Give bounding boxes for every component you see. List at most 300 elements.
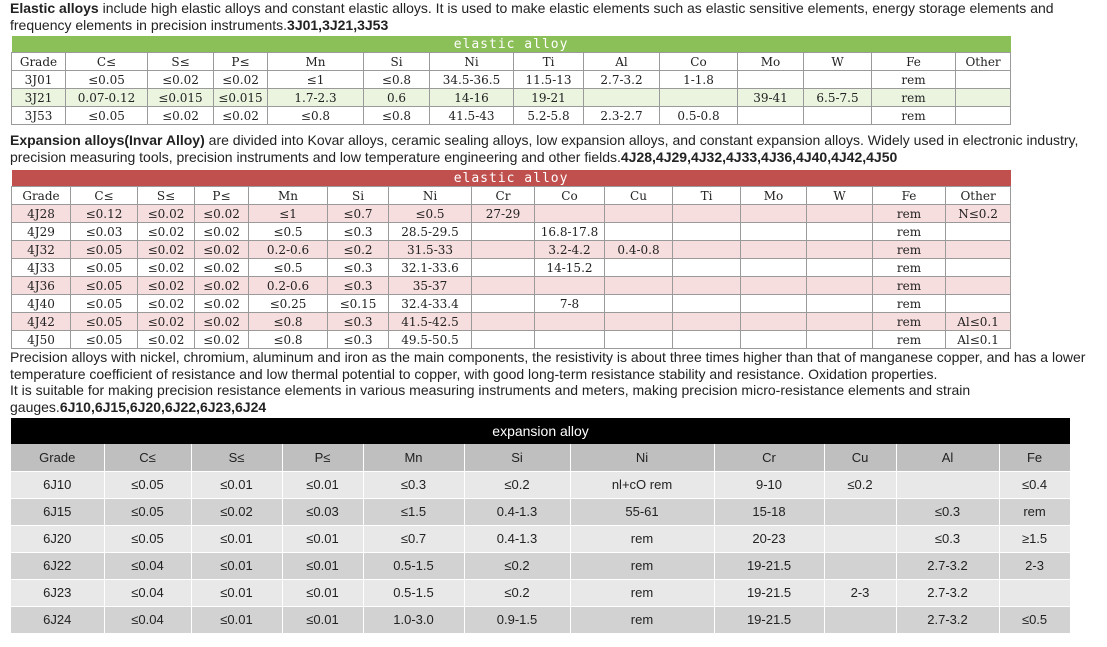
table-cell: ≤0.05 — [71, 331, 138, 349]
table-cell — [807, 313, 873, 331]
table-cell: ≤0.7 — [328, 205, 389, 223]
table-cell: ≤0.2 — [824, 471, 896, 498]
table-cell: ≤0.8 — [364, 71, 430, 89]
table-cell — [472, 259, 535, 277]
table-cell: rem — [873, 241, 946, 259]
table-cell: 49.5-50.5 — [389, 331, 472, 349]
table-cell — [673, 223, 741, 241]
table-cell: ≤0.015 — [148, 89, 214, 107]
table-cell: ≤0.01 — [282, 579, 363, 606]
column-header: C≤ — [71, 187, 138, 205]
table-row — [12, 241, 1011, 259]
table-cell: 19-21.5 — [714, 552, 824, 579]
table-cell: 27-29 — [472, 205, 535, 223]
table-cell: 14-15.2 — [535, 259, 605, 277]
table-cell — [472, 277, 535, 295]
table-cell — [535, 205, 605, 223]
table-cell — [535, 313, 605, 331]
table-cell — [741, 331, 807, 349]
table-cell: ≤0.3 — [363, 471, 464, 498]
table-cell — [673, 331, 741, 349]
table-cell: ≤0.3 — [896, 498, 999, 525]
table-cell — [472, 295, 535, 313]
table-row — [12, 331, 1011, 349]
column-header: Ni — [430, 53, 514, 71]
table-cell — [999, 579, 1070, 606]
column-header: P≤ — [214, 53, 268, 71]
table-cell: ≤0.015 — [214, 89, 268, 107]
table-cell: 19-21 — [514, 89, 584, 107]
table-cell: 0.4-1.3 — [464, 498, 570, 525]
column-header: Fe — [999, 444, 1070, 471]
table-cell: rem — [873, 223, 946, 241]
table-cell: 7-8 — [535, 295, 605, 313]
column-header: Mn — [363, 444, 464, 471]
table-cell: 2.7-3.2 — [584, 71, 660, 89]
table-cell: 31.5-33 — [389, 241, 472, 259]
expansion-alloys-intro — [10, 132, 1105, 165]
table-header-row — [12, 187, 1011, 205]
table-cell: 6.5-7.5 — [804, 89, 872, 107]
table-cell — [946, 295, 1011, 313]
table-cell — [741, 313, 807, 331]
table-cell — [807, 331, 873, 349]
column-header: Al — [896, 444, 999, 471]
column-header: Ti — [514, 53, 584, 71]
grade-cell: 4J28 — [12, 205, 71, 223]
table-row — [12, 259, 1011, 277]
column-header: Mo — [738, 53, 804, 71]
column-header: Grade — [12, 187, 71, 205]
table-cell: ≤0.05 — [104, 525, 191, 552]
table-cell: rem — [873, 259, 946, 277]
table-cell: 41.5-42.5 — [389, 313, 472, 331]
table-cell: ≤0.04 — [104, 606, 191, 633]
table-row — [12, 107, 1011, 125]
table-cell — [535, 277, 605, 295]
table-cell — [741, 259, 807, 277]
table-cell: ≤0.4 — [999, 471, 1070, 498]
table-cell: rem — [873, 313, 946, 331]
table-cell: rem — [873, 295, 946, 313]
table-cell — [741, 277, 807, 295]
table-cell: ≤0.15 — [328, 295, 389, 313]
table-cell — [741, 205, 807, 223]
column-header: Fe — [873, 187, 946, 205]
table-cell — [535, 331, 605, 349]
table-cell — [807, 295, 873, 313]
table-cell: 35-37 — [389, 277, 472, 295]
intro-text: include high elastic alloys and constant elastic alloys. It is used to make elastic elements such as elastic sensitive elements, energy storage elements and frequency elements in precision instruments. — [10, 0, 1054, 33]
table-cell: ≤0.02 — [195, 277, 249, 295]
table-cell — [584, 89, 660, 107]
table-cell: 0.5-1.5 — [363, 552, 464, 579]
table3-title: expansion alloy — [11, 418, 1070, 444]
table-cell: 0.2-0.6 — [249, 241, 328, 259]
table-cell: rem — [873, 205, 946, 223]
table-cell — [824, 498, 896, 525]
column-header: Cr — [472, 187, 535, 205]
table-cell: ≤0.04 — [104, 579, 191, 606]
table-cell: rem — [570, 552, 714, 579]
table-cell: 15-18 — [714, 498, 824, 525]
table-cell — [956, 89, 1011, 107]
table-cell: ≤0.05 — [71, 241, 138, 259]
column-header: Other — [956, 53, 1011, 71]
table-cell — [738, 107, 804, 125]
table-cell: ≤0.02 — [214, 107, 268, 125]
table-cell: ≤0.03 — [282, 498, 363, 525]
table2-title: elastic alloy — [12, 170, 1011, 187]
table-cell — [673, 295, 741, 313]
grade-cell: 4J32 — [12, 241, 71, 259]
intro-bold-lead: Elastic alloys — [10, 0, 99, 16]
precision-alloys-intro — [10, 349, 1105, 415]
table-cell: ≤0.01 — [191, 552, 282, 579]
expansion-alloy-table — [11, 170, 1011, 349]
table-cell: nl+cO rem — [570, 471, 714, 498]
elastic-alloy-table — [11, 36, 1011, 125]
grade-cell: 6J20 — [11, 525, 104, 552]
table-cell: 34.5-36.5 — [430, 71, 514, 89]
table-cell: 55-61 — [570, 498, 714, 525]
table-cell: ≤0.12 — [71, 205, 138, 223]
table-cell: ≤0.02 — [195, 295, 249, 313]
table-cell — [741, 223, 807, 241]
table1-title: elastic alloy — [12, 36, 1011, 53]
column-header: W — [807, 187, 873, 205]
column-header: P≤ — [282, 444, 363, 471]
table-cell: Al≤0.1 — [946, 331, 1011, 349]
table-cell: ≤0.05 — [66, 71, 148, 89]
column-header: Grade — [12, 53, 66, 71]
table-row — [11, 552, 1070, 579]
table-cell: ≤0.01 — [282, 606, 363, 633]
table-cell — [741, 295, 807, 313]
table-cell: ≤0.02 — [138, 205, 195, 223]
table-cell: ≤0.02 — [138, 313, 195, 331]
table-cell: ≤0.05 — [71, 277, 138, 295]
table-cell: ≤0.2 — [464, 579, 570, 606]
table-cell: ≤0.02 — [138, 277, 195, 295]
table-cell: ≤0.8 — [249, 331, 328, 349]
table-cell: ≤0.01 — [282, 552, 363, 579]
table-cell: ≤0.05 — [66, 107, 148, 125]
table-cell: 32.4-33.4 — [389, 295, 472, 313]
table-cell — [807, 223, 873, 241]
table-cell — [605, 313, 673, 331]
table-cell: 39-41 — [738, 89, 804, 107]
table-cell: 2.7-3.2 — [896, 552, 999, 579]
grade-cell: 6J23 — [11, 579, 104, 606]
table-cell: 0.4-0.8 — [605, 241, 673, 259]
grade-cell: 4J29 — [12, 223, 71, 241]
table-row — [12, 89, 1011, 107]
table-cell: 19-21.5 — [714, 579, 824, 606]
column-header: Ni — [389, 187, 472, 205]
table-cell: ≤1.5 — [363, 498, 464, 525]
table-cell — [605, 277, 673, 295]
table-cell — [946, 223, 1011, 241]
table-cell — [807, 259, 873, 277]
table-cell — [673, 259, 741, 277]
table-cell: ≤0.05 — [71, 259, 138, 277]
table-cell: ≤0.7 — [363, 525, 464, 552]
grade-cell: 6J15 — [11, 498, 104, 525]
table-cell — [673, 241, 741, 259]
intro-grades: 3J01,3J21,3J53 — [287, 16, 389, 33]
table-cell: ≤1 — [249, 205, 328, 223]
table-cell: ≤0.25 — [249, 295, 328, 313]
table-cell: 1.0-3.0 — [363, 606, 464, 633]
table-cell — [738, 71, 804, 89]
column-header: Si — [464, 444, 570, 471]
table-cell — [673, 205, 741, 223]
column-header: Cu — [824, 444, 896, 471]
table-cell: ≤0.5 — [389, 205, 472, 223]
table-cell — [956, 71, 1011, 89]
table-cell: ≤0.02 — [138, 331, 195, 349]
table-row — [12, 277, 1011, 295]
table-cell: ≤0.01 — [191, 606, 282, 633]
table-cell — [946, 241, 1011, 259]
table-cell: ≤0.8 — [249, 313, 328, 331]
table-cell — [605, 331, 673, 349]
table-cell — [946, 259, 1011, 277]
table-cell: 1-1.8 — [660, 71, 738, 89]
table-cell: ≤0.01 — [191, 471, 282, 498]
column-header: Mn — [268, 53, 364, 71]
table-header-row — [11, 444, 1070, 471]
table-row — [12, 71, 1011, 89]
column-header: Si — [328, 187, 389, 205]
table-cell — [896, 471, 999, 498]
table-cell — [741, 241, 807, 259]
table-cell: ≤0.8 — [268, 107, 364, 125]
table-cell: Al≤0.1 — [946, 313, 1011, 331]
table-row — [12, 205, 1011, 223]
table-cell: ≤0.02 — [195, 241, 249, 259]
table-cell — [673, 313, 741, 331]
column-header: S≤ — [191, 444, 282, 471]
table-cell: ≤0.2 — [464, 552, 570, 579]
table-cell: N≤0.2 — [946, 205, 1011, 223]
table-cell — [605, 295, 673, 313]
table-cell: rem — [872, 107, 956, 125]
table-cell — [804, 107, 872, 125]
column-header: Ti — [673, 187, 741, 205]
table-cell — [956, 107, 1011, 125]
table-cell — [807, 205, 873, 223]
table-cell: ≤0.02 — [195, 205, 249, 223]
table-cell: ≤0.5 — [249, 223, 328, 241]
table-cell: ≤0.02 — [195, 331, 249, 349]
table-cell: ≤0.3 — [328, 313, 389, 331]
table-cell — [605, 205, 673, 223]
column-header: Cr — [714, 444, 824, 471]
grade-cell: 6J22 — [11, 552, 104, 579]
table-cell: ≤0.02 — [191, 498, 282, 525]
table-row — [11, 471, 1070, 498]
table-cell: rem — [872, 71, 956, 89]
precision-text-1: Precision alloys with nickel, chromium, aluminum and iron as the main components, the resistivity is about three times higher than that of manganese copper, and has a lower temperature coefficient of resistance and low thermal potential to copper, with good long-term resistance stability and resistance. Oxidation properties. — [10, 349, 1086, 382]
table-cell: ≤0.03 — [71, 223, 138, 241]
column-header: S≤ — [138, 187, 195, 205]
column-header: Other — [946, 187, 1011, 205]
table-cell: 3.2-4.2 — [535, 241, 605, 259]
table-cell — [824, 552, 896, 579]
table-cell: 0.6 — [364, 89, 430, 107]
grade-cell: 3J53 — [12, 107, 66, 125]
table-cell: ≤0.3 — [328, 331, 389, 349]
grade-cell: 3J01 — [12, 71, 66, 89]
table-cell: ≤0.02 — [195, 259, 249, 277]
table-cell: ≤0.05 — [104, 498, 191, 525]
table-cell: ≤0.05 — [71, 313, 138, 331]
table-cell — [946, 277, 1011, 295]
column-header: C≤ — [104, 444, 191, 471]
table-cell: ≥1.5 — [999, 525, 1070, 552]
table-cell — [824, 525, 896, 552]
table-cell: 0.07-0.12 — [66, 89, 148, 107]
table-cell: 0.5-0.8 — [660, 107, 738, 125]
table-cell: 5.2-5.8 — [514, 107, 584, 125]
table-cell — [673, 277, 741, 295]
precision-text-2: It is suitable for making precision resistance elements in various measuring instruments and meters, making precision micro-resistance elements and strain gauges. — [10, 382, 971, 415]
table-cell: 0.5-1.5 — [363, 579, 464, 606]
table-row — [12, 313, 1011, 331]
column-header: C≤ — [66, 53, 148, 71]
table-row — [11, 579, 1070, 606]
table-cell: ≤0.02 — [138, 241, 195, 259]
table-cell: ≤0.01 — [282, 471, 363, 498]
table-cell: ≤0.05 — [71, 295, 138, 313]
table-cell — [804, 71, 872, 89]
table-cell: 9-10 — [714, 471, 824, 498]
table-cell: 2.7-3.2 — [896, 606, 999, 633]
table-header-row — [12, 53, 1011, 71]
table-cell: rem — [873, 277, 946, 295]
table-cell — [472, 331, 535, 349]
table-cell: ≤0.02 — [214, 71, 268, 89]
table-cell: rem — [570, 606, 714, 633]
table-cell: ≤0.3 — [328, 223, 389, 241]
table-row — [11, 525, 1070, 552]
column-header: W — [804, 53, 872, 71]
column-header: Ni — [570, 444, 714, 471]
table-cell: 11.5-13 — [514, 71, 584, 89]
grade-cell: 4J42 — [12, 313, 71, 331]
table-cell: ≤0.3 — [328, 277, 389, 295]
table-cell: ≤0.04 — [104, 552, 191, 579]
table-row — [12, 223, 1011, 241]
column-header: S≤ — [148, 53, 214, 71]
column-header: Al — [584, 53, 660, 71]
table-cell — [660, 89, 738, 107]
table-cell: 0.4-1.3 — [464, 525, 570, 552]
table-row — [12, 295, 1011, 313]
table-cell: 28.5-29.5 — [389, 223, 472, 241]
table-cell: ≤0.01 — [191, 525, 282, 552]
table-cell: ≤0.5 — [249, 259, 328, 277]
expansion-bold-lead: Expansion alloys(Invar Alloy) — [10, 132, 205, 148]
table-cell: 2.7-3.2 — [896, 579, 999, 606]
table-cell: ≤0.02 — [138, 223, 195, 241]
grade-cell: 4J33 — [12, 259, 71, 277]
table-cell: ≤0.02 — [148, 71, 214, 89]
table-cell — [472, 223, 535, 241]
elastic-alloys-intro — [10, 0, 1105, 33]
table-cell: 2.3-2.7 — [584, 107, 660, 125]
table-cell: 2-3 — [824, 579, 896, 606]
table-row — [11, 498, 1070, 525]
column-header: Co — [535, 187, 605, 205]
table-cell: ≤0.02 — [195, 223, 249, 241]
table-cell: ≤0.8 — [364, 107, 430, 125]
table-cell: 0.9-1.5 — [464, 606, 570, 633]
resistance-alloy-table — [11, 418, 1071, 634]
table-cell: 41.5-43 — [430, 107, 514, 125]
table-cell: ≤0.2 — [464, 471, 570, 498]
table-row — [11, 606, 1070, 633]
table-cell: ≤0.01 — [191, 579, 282, 606]
table-cell: ≤0.5 — [999, 606, 1070, 633]
table-cell: 2-3 — [999, 552, 1070, 579]
column-header: Cu — [605, 187, 673, 205]
table-cell: rem — [999, 498, 1070, 525]
table-cell: rem — [570, 579, 714, 606]
grade-cell: 4J50 — [12, 331, 71, 349]
table-cell: ≤0.02 — [138, 259, 195, 277]
column-header: Grade — [11, 444, 104, 471]
table-cell: 20-23 — [714, 525, 824, 552]
column-header: P≤ — [195, 187, 249, 205]
table-cell: 19-21.5 — [714, 606, 824, 633]
table-cell — [472, 313, 535, 331]
precision-grades: 6J10,6J15,6J20,6J22,6J23,6J24 — [59, 398, 267, 415]
precision-text-2-wrap — [10, 382, 1105, 415]
table-cell: ≤0.05 — [104, 471, 191, 498]
grade-cell: 6J10 — [11, 471, 104, 498]
expansion-text: are divided into Kovar alloys, ceramic sealing alloys, low expansion alloys, and constant expansion alloys. Widely used in electronic industry, precision measuring tools, precision instruments and low temperature engineering and other fields. — [10, 132, 1079, 165]
table-cell: rem — [570, 525, 714, 552]
table-cell: rem — [872, 89, 956, 107]
table-cell: ≤0.02 — [195, 313, 249, 331]
table-cell — [807, 241, 873, 259]
table-cell — [605, 259, 673, 277]
table-cell — [472, 241, 535, 259]
table-cell: 1.7-2.3 — [268, 89, 364, 107]
table-cell: 32.1-33.6 — [389, 259, 472, 277]
grade-cell: 4J40 — [12, 295, 71, 313]
expansion-grades: 4J28,4J29,4J32,4J33,4J36,4J40,4J42,4J50 — [620, 148, 898, 165]
table-cell: 14-16 — [430, 89, 514, 107]
table-cell: ≤1 — [268, 71, 364, 89]
table-cell: ≤0.01 — [282, 525, 363, 552]
table-cell: ≤0.02 — [138, 295, 195, 313]
table-cell: ≤0.3 — [328, 259, 389, 277]
column-header: Co — [660, 53, 738, 71]
table-cell: rem — [873, 331, 946, 349]
table-cell: ≤0.3 — [896, 525, 999, 552]
table-cell — [605, 223, 673, 241]
table-cell: 16.8-17.8 — [535, 223, 605, 241]
column-header: Si — [364, 53, 430, 71]
column-header: Mo — [741, 187, 807, 205]
table-cell: ≤0.2 — [328, 241, 389, 259]
table-cell: 0.2-0.6 — [249, 277, 328, 295]
table-cell — [824, 606, 896, 633]
